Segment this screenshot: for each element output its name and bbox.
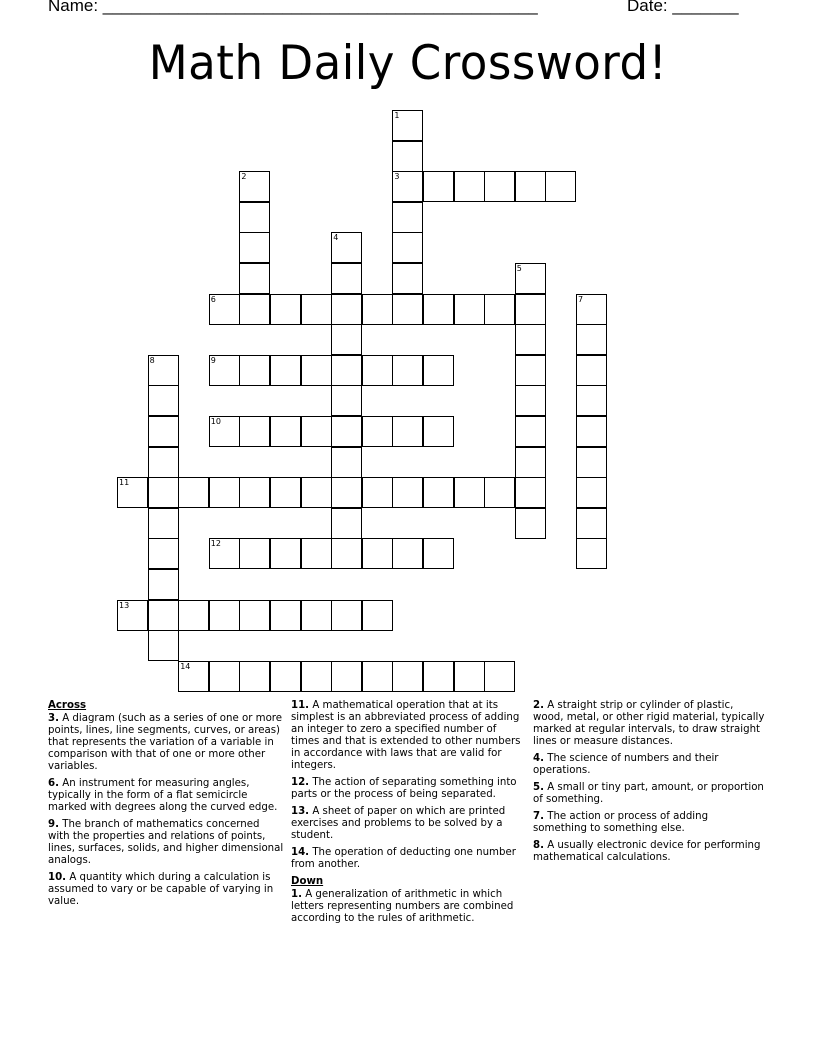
clue-number-label: 14: [180, 661, 191, 671]
crossword-cell[interactable]: [423, 538, 454, 569]
crossword-cell[interactable]: [576, 538, 607, 569]
clue-number-label: 12: [210, 539, 221, 549]
crossword-cell[interactable]: [392, 477, 423, 508]
crossword-cell[interactable]: [392, 661, 423, 692]
crossword-cell[interactable]: [239, 355, 270, 386]
crossword-cell[interactable]: [209, 661, 240, 692]
clue-number-label: 11: [119, 478, 130, 488]
crossword-cell[interactable]: [423, 171, 454, 202]
crossword-cell[interactable]: [239, 232, 270, 263]
crossword-cell[interactable]: [576, 294, 607, 325]
crossword-cell[interactable]: [423, 661, 454, 692]
clue-across-10: 10. A quantity which during a calculation is assumed to vary or be capable of varying in value.: [48, 872, 274, 907]
crossword-cell[interactable]: [301, 416, 332, 447]
crossword-cell[interactable]: [331, 538, 362, 569]
crossword-cell[interactable]: [515, 324, 546, 355]
date-field-label[interactable]: Date: _______: [627, 0, 739, 15]
crossword-cell[interactable]: [423, 477, 454, 508]
across-heading: Across: [48, 700, 87, 711]
crossword-cell[interactable]: [484, 294, 515, 325]
clue-down-8: 8. A usually electronic device for performing mathematical calculations.: [533, 840, 761, 863]
crossword-cell[interactable]: [270, 600, 301, 631]
crossword-cell[interactable]: [209, 538, 240, 569]
crossword-cell[interactable]: [148, 416, 179, 447]
crossword-cell[interactable]: [209, 355, 240, 386]
crossword-cell[interactable]: [301, 661, 332, 692]
crossword-cell[interactable]: [576, 508, 607, 539]
clue-number-label: 4: [333, 233, 339, 243]
crossword-cell[interactable]: [392, 416, 423, 447]
crossword-cell[interactable]: [392, 538, 423, 569]
crossword-cell[interactable]: [331, 600, 362, 631]
crossword-cell[interactable]: [301, 477, 332, 508]
crossword-cell[interactable]: [515, 171, 546, 202]
crossword-cell[interactable]: [239, 538, 270, 569]
clue-across-9: 9. The branch of mathematics concerned with the properties and relations of points, lines, surfaces, solids, and higher dimensional analogs.: [48, 819, 284, 866]
clue-down-4: 4. The science of numbers and their operations.: [533, 753, 719, 776]
crossword-cell[interactable]: [362, 477, 393, 508]
crossword-cell[interactable]: [209, 477, 240, 508]
crossword-cell[interactable]: [117, 600, 148, 631]
clue-number-label: 13: [119, 600, 130, 610]
crossword-cell[interactable]: [239, 600, 270, 631]
crossword-cell[interactable]: [270, 355, 301, 386]
crossword-cell[interactable]: [178, 661, 209, 692]
clue-across-14: 14. The operation of deducting one number from another.: [291, 847, 516, 870]
clue-number-label: 6: [210, 294, 216, 304]
crossword-cell[interactable]: [148, 447, 179, 478]
crossword-cell[interactable]: [148, 477, 179, 508]
name-field-label[interactable]: Name: ______________________________________________: [48, 0, 538, 15]
crossword-cell[interactable]: [423, 294, 454, 325]
crossword-cell[interactable]: [331, 661, 362, 692]
crossword-cell[interactable]: [148, 508, 179, 539]
crossword-cell[interactable]: [239, 477, 270, 508]
clue-number-label: 9: [210, 355, 216, 365]
crossword-cell[interactable]: [576, 355, 607, 386]
crossword-cell[interactable]: [331, 508, 362, 539]
crossword-cell[interactable]: [148, 569, 179, 600]
crossword-cell[interactable]: [239, 294, 270, 325]
crossword-cell[interactable]: [209, 600, 240, 631]
clue-number-label: 1: [394, 111, 400, 120]
crossword-cell[interactable]: [270, 538, 301, 569]
clues-column-2: [291, 700, 525, 930]
crossword-cell[interactable]: [270, 294, 301, 325]
crossword-cell[interactable]: [454, 171, 485, 202]
crossword-cell[interactable]: [362, 294, 393, 325]
crossword-cell[interactable]: [239, 263, 270, 294]
crossword-cell[interactable]: [392, 202, 423, 233]
clues-column-1: [48, 700, 284, 913]
crossword-cell[interactable]: [576, 477, 607, 508]
crossword-cell[interactable]: [270, 661, 301, 692]
crossword-cell[interactable]: [515, 416, 546, 447]
crossword-cell[interactable]: [515, 385, 546, 416]
crossword-cell[interactable]: [362, 355, 393, 386]
crossword-cell[interactable]: [362, 600, 393, 631]
crossword-cell[interactable]: [515, 447, 546, 478]
clue-number-label: 8: [149, 355, 155, 365]
crossword-cell[interactable]: [331, 263, 362, 294]
crossword-cell[interactable]: [454, 477, 485, 508]
crossword-cell[interactable]: [270, 477, 301, 508]
crossword-cell[interactable]: [178, 477, 209, 508]
down-heading: Down: [291, 876, 324, 887]
crossword-cell[interactable]: [301, 294, 332, 325]
crossword-cell[interactable]: [331, 324, 362, 355]
crossword-cell[interactable]: [515, 263, 546, 294]
crossword-cell[interactable]: [576, 385, 607, 416]
clue-across-3: 3. A diagram (such as a series of one or more points, lines, line segments, curves, or areas) that represents the variation of a variable in comparison with that of one or more other variables.: [48, 713, 283, 772]
clue-down-2: 2. A straight strip or cylinder of plastic, wood, metal, or other rigid material, typically marked at regular intervals, to draw straight lines or measure distances.: [533, 700, 765, 747]
crossword-cell[interactable]: [148, 355, 179, 386]
crossword-cell[interactable]: [392, 110, 423, 141]
clues-column-3: [533, 700, 765, 869]
crossword-cell[interactable]: [209, 416, 240, 447]
crossword-cell[interactable]: [392, 263, 423, 294]
crossword-cell[interactable]: [423, 355, 454, 386]
crossword-cell[interactable]: [576, 416, 607, 447]
crossword-cell[interactable]: [576, 324, 607, 355]
crossword-cell[interactable]: [117, 477, 148, 508]
crossword-cell[interactable]: [148, 630, 179, 661]
crossword-cell[interactable]: [239, 416, 270, 447]
crossword-cell[interactable]: [484, 477, 515, 508]
clue-across-11: 11. A mathematical operation that at its simplest is an abbreviated process of adding an integer to zero a specified number of times and that is extended to other numbers in accordance with laws that are valid for integers.: [291, 700, 521, 771]
crossword-cell[interactable]: [331, 355, 362, 386]
crossword-cell[interactable]: [454, 294, 485, 325]
crossword-cell[interactable]: [392, 355, 423, 386]
crossword-cell[interactable]: [392, 232, 423, 263]
crossword-cell[interactable]: [515, 294, 546, 325]
crossword-cell[interactable]: [392, 294, 423, 325]
clue-number-label: 3: [394, 172, 400, 182]
clue-number-label: 5: [516, 264, 522, 273]
clue-across-12: 12. The action of separating something into parts or the process of being separated.: [291, 777, 517, 800]
clue-across-13: 13. A sheet of paper on which are printed exercises and problems to be solved by a student.: [291, 806, 506, 841]
crossword-cell[interactable]: [362, 538, 393, 569]
crossword-cell[interactable]: [362, 661, 393, 692]
crossword-cell[interactable]: [392, 171, 423, 202]
crossword-cell[interactable]: [362, 416, 393, 447]
clue-down-7: 7. The action or process of adding something to something else.: [533, 811, 709, 834]
crossword-cell[interactable]: [576, 447, 607, 478]
crossword-cell[interactable]: [515, 355, 546, 386]
crossword-cell[interactable]: [331, 416, 362, 447]
crossword-cell[interactable]: [423, 416, 454, 447]
crossword-cell[interactable]: [270, 416, 301, 447]
crossword-cell[interactable]: [545, 171, 576, 202]
clue-number-label: 7: [578, 294, 584, 304]
clue-number-label: 10: [210, 417, 221, 426]
crossword-cell[interactable]: [148, 600, 179, 631]
crossword-cell[interactable]: [301, 538, 332, 569]
crossword-cell[interactable]: [239, 202, 270, 233]
crossword-cell[interactable]: [301, 355, 332, 386]
crossword-cell[interactable]: [331, 294, 362, 325]
crossword-cell[interactable]: [239, 661, 270, 692]
crossword-cell[interactable]: [331, 385, 362, 416]
crossword-cell[interactable]: [239, 171, 270, 202]
crossword-cell[interactable]: [331, 232, 362, 263]
crossword-cell[interactable]: [392, 141, 423, 172]
crossword-cell[interactable]: [331, 477, 362, 508]
clue-across-6: 6. An instrument for measuring angles, typically in the form of a flat semicircle marked with degrees along the curved edge.: [48, 778, 278, 813]
clue-down-5: 5. A small or tiny part, amount, or proportion of something.: [533, 782, 764, 805]
crossword-cell[interactable]: [148, 385, 179, 416]
page-title: Math Daily Crossword!: [148, 36, 668, 91]
clue-number-label: 2: [241, 172, 247, 182]
crossword-cell[interactable]: [178, 600, 209, 631]
crossword-cell[interactable]: [148, 538, 179, 569]
crossword-cell[interactable]: [301, 600, 332, 631]
crossword-cell[interactable]: [209, 294, 240, 325]
crossword-cell[interactable]: [484, 661, 515, 692]
crossword-cell[interactable]: [515, 477, 546, 508]
clue-down-1: 1. A generalization of arithmetic in which letters representing numbers are combined according to the rules of arithmetic.: [291, 889, 514, 924]
crossword-cell[interactable]: [331, 447, 362, 478]
crossword-cell[interactable]: [454, 661, 485, 692]
crossword-cell[interactable]: [515, 508, 546, 539]
crossword-cell[interactable]: [484, 171, 515, 202]
